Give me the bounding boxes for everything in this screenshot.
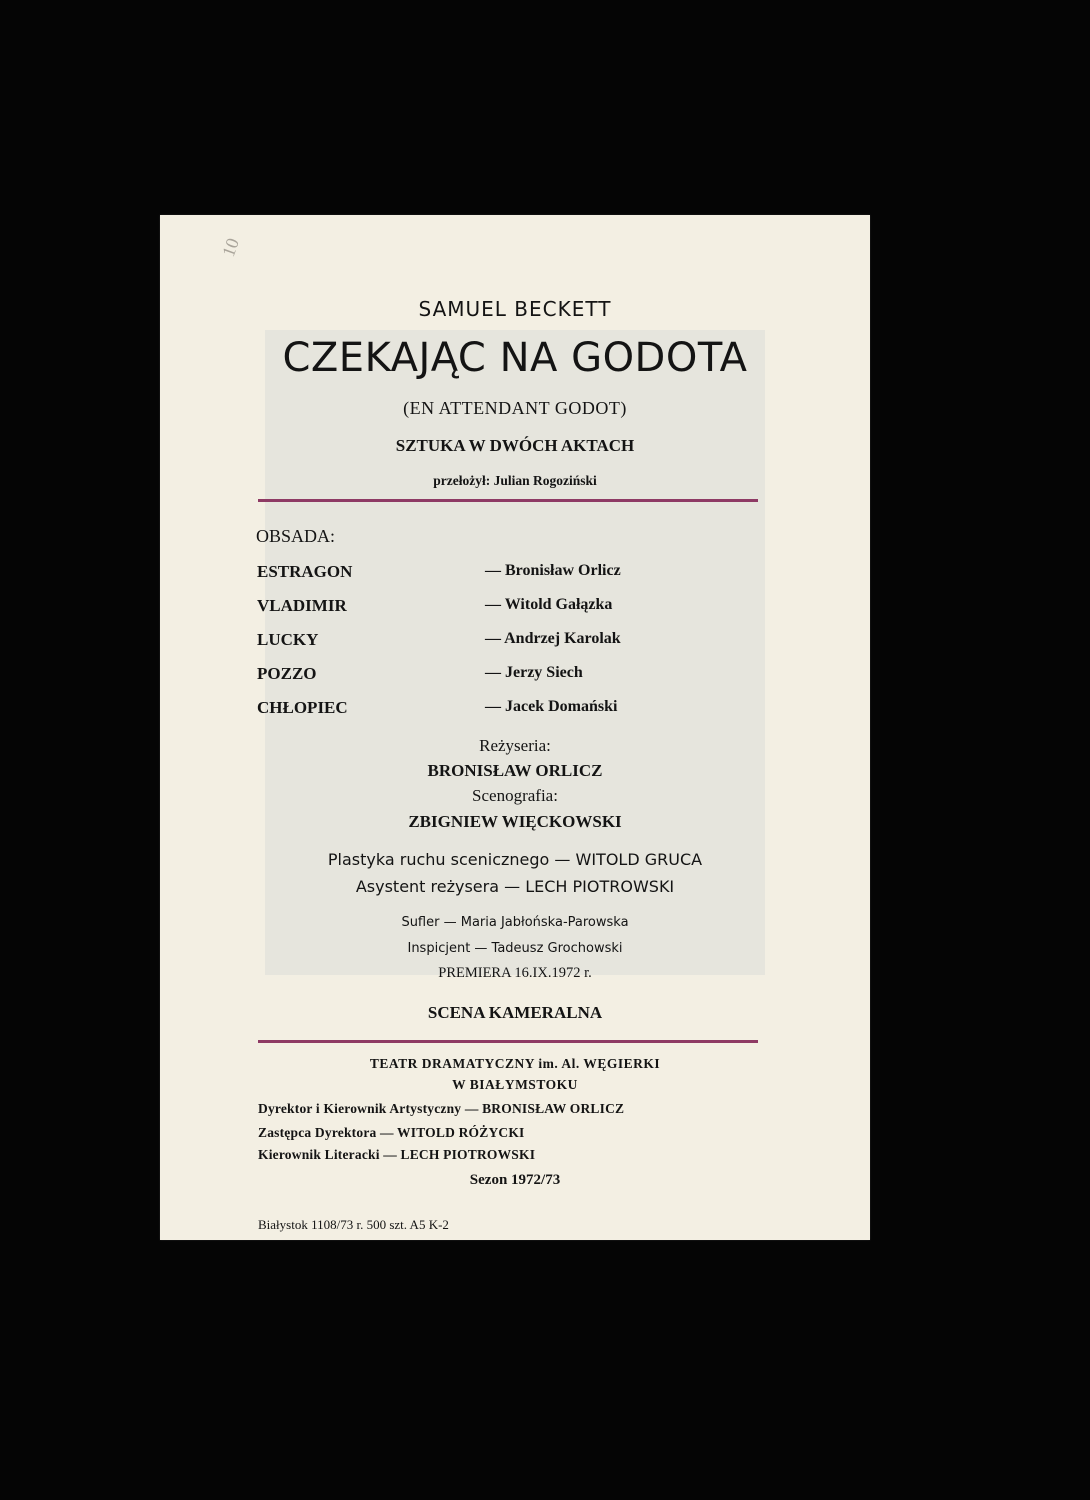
print-info: Białystok 1108/73 r. 500 szt. A5 K-2 (258, 1217, 449, 1232)
original-title: (EN ATTENDANT GODOT) (403, 398, 627, 418)
cast-role: ESTRAGON (257, 562, 353, 581)
subtitle: SZTUKA W DWÓCH AKTACH (395, 436, 635, 455)
cast-actor: — Andrzej Karolak (485, 630, 621, 647)
premiere-date: PREMIERA 16.IX.1972 r. (438, 965, 592, 981)
cast-actor: — Bronisław Orlicz (485, 562, 621, 579)
movement-credit: Plastyka ruchu scenicznego — WITOLD GRUCA (327, 850, 703, 869)
prompter-credit: Sufler — Maria Jabłońska-Parowska (401, 915, 629, 930)
cast-heading: OBSADA: (256, 526, 336, 546)
program-page (160, 215, 870, 1240)
cast-role: CHŁOPIEC (257, 698, 348, 717)
scenography-label: Scenografia: (472, 786, 558, 805)
season: Sezon 1972/73 (469, 1172, 561, 1188)
cast-role: LUCKY (257, 630, 319, 649)
stage-manager-credit: Inspicjent — Tadeusz Grochowski (407, 941, 623, 956)
literary-credit: Kierownik Literacki — LECH PIOTROWSKI (258, 1147, 536, 1162)
deputy-credit: Zastępca Dyrektora — WITOLD RÓŻYCKI (258, 1125, 525, 1140)
direction-name: BRONISŁAW ORLICZ (427, 761, 603, 780)
theatre-name: TEATR DRAMATYCZNY im. Al. WĘGIERKI (369, 1056, 661, 1071)
cast-role: VLADIMIR (257, 596, 347, 615)
scenography-name: ZBIGNIEW WIĘCKOWSKI (408, 812, 622, 831)
cast-role: POZZO (257, 664, 317, 683)
cast-actor: — Witold Gałązka (485, 596, 613, 613)
cast-actor: — Jerzy Siech (485, 664, 583, 681)
play-title: CZEKAJĄC NA GODOTA (282, 335, 748, 381)
direction-label: Reżyseria: (479, 736, 551, 755)
stage-name: SCENA KAMERALNA (427, 1003, 603, 1022)
pencil-page-mark: 10 (218, 235, 244, 260)
cast-actor: — Jacek Domański (485, 698, 618, 715)
divider-bottom (258, 1040, 758, 1043)
director-credit: Dyrektor i Kierownik Artystyczny — BRONISŁAW ORLICZ (258, 1101, 625, 1116)
divider-top (258, 499, 758, 502)
theatre-city: W BIAŁYMSTOKU (452, 1077, 578, 1092)
author: SAMUEL BECKETT (418, 297, 612, 321)
translator: przełożył: Julian Rogoziński (433, 473, 597, 488)
assistant-credit: Asystent reżysera — LECH PIOTROWSKI (355, 877, 675, 896)
